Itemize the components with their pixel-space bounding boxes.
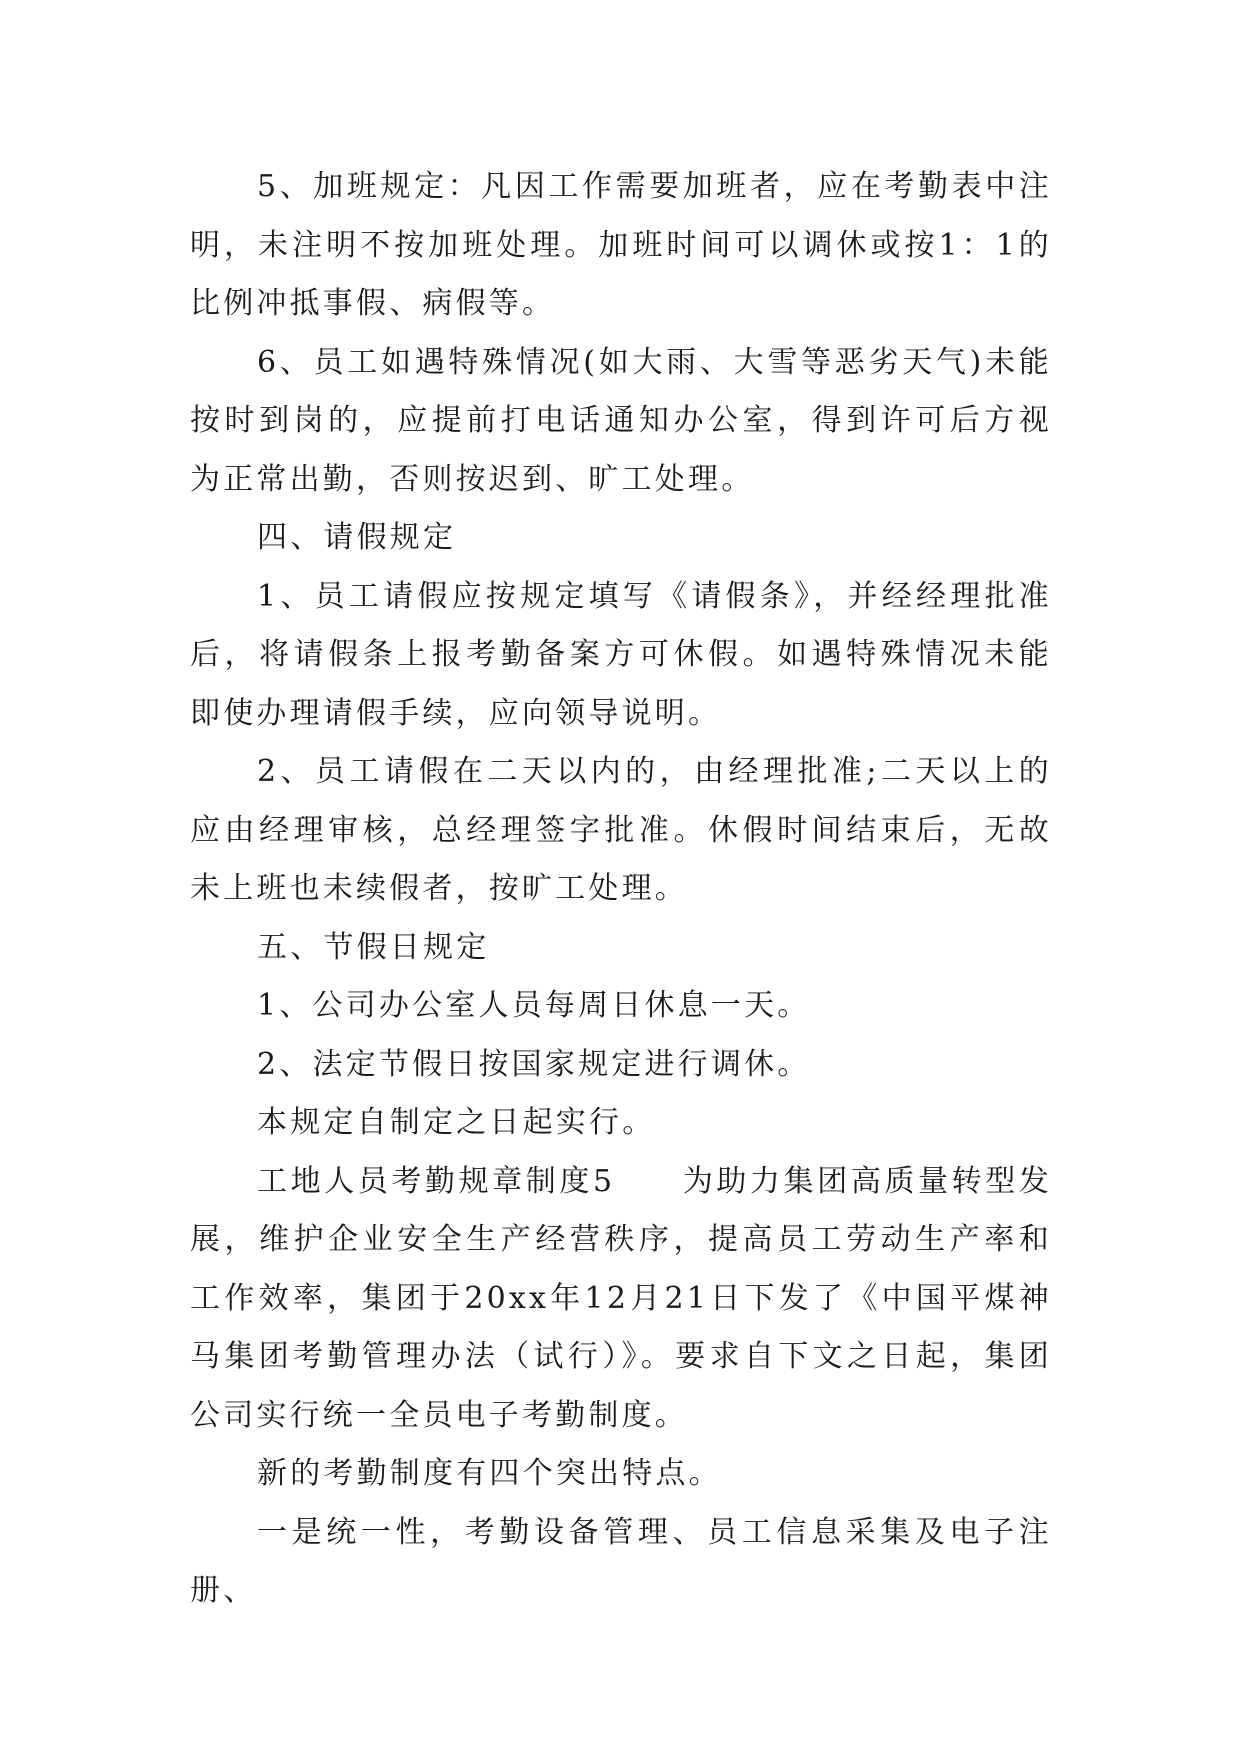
paragraph-attendance-system-5: 工地人员考勤规章制度5 为助力集团高质量转型发展，维护企业安全生产经营秩序，提高员工劳动生产率和工作效率，集团于20xx年12月21日下发了《中国平煤神马集团考勤管理办法（试行）》。要求自下文之日起，集团公司实行统一全员电子考勤制度。 [190,1163,1052,1433]
paragraph-leave-approval: 2、员工请假在二天以内的，由经理批准;二天以上的应由经理审核，总经理签字批准。休假时间结束后，无故未上班也未续假者，按旷工处理。 [190,754,1052,906]
document-body [190,158,1052,1621]
section-heading-holiday-rules: 五、节假日规定 [257,929,490,965]
paragraph-effective-date: 本规定自制定之日起实行。 [257,1105,656,1140]
section-heading-leave-rules: 四、请假规定 [257,520,457,555]
paragraph-four-features: 新的考勤制度有四个突出特点。 [257,1456,722,1491]
paragraph-statutory-holidays: 2、法定节假日按国家规定进行调休。 [257,1046,811,1082]
paragraph-feature-one: 一是统一性，考勤设备管理、员工信息采集及电子注册、 [190,1514,1052,1608]
paragraph-weekly-rest: 1、公司办公室人员每周日休息一天。 [257,988,811,1023]
paragraph-overtime-rule: 5、加班规定：凡因工作需要加班者，应在考勤表中注明，未注明不按加班处理。加班时间可以调休或按1：1的比例冲抵事假、病假等。 [190,169,1052,321]
paragraph-special-circumstances: 6、员工如遇特殊情况(如大雨、大雪等恶劣天气)未能按时到岗的，应提前打电话通知办公室，得到许可后方视为正常出勤，否则按迟到、旷工处理。 [190,344,1052,497]
paragraph-leave-application: 1、员工请假应按规定填写《请假条》，并经经理批准后，将请假条上报考勤备案方可休假。如遇特殊情况未能即使办理请假手续，应向领导说明。 [190,578,1052,731]
